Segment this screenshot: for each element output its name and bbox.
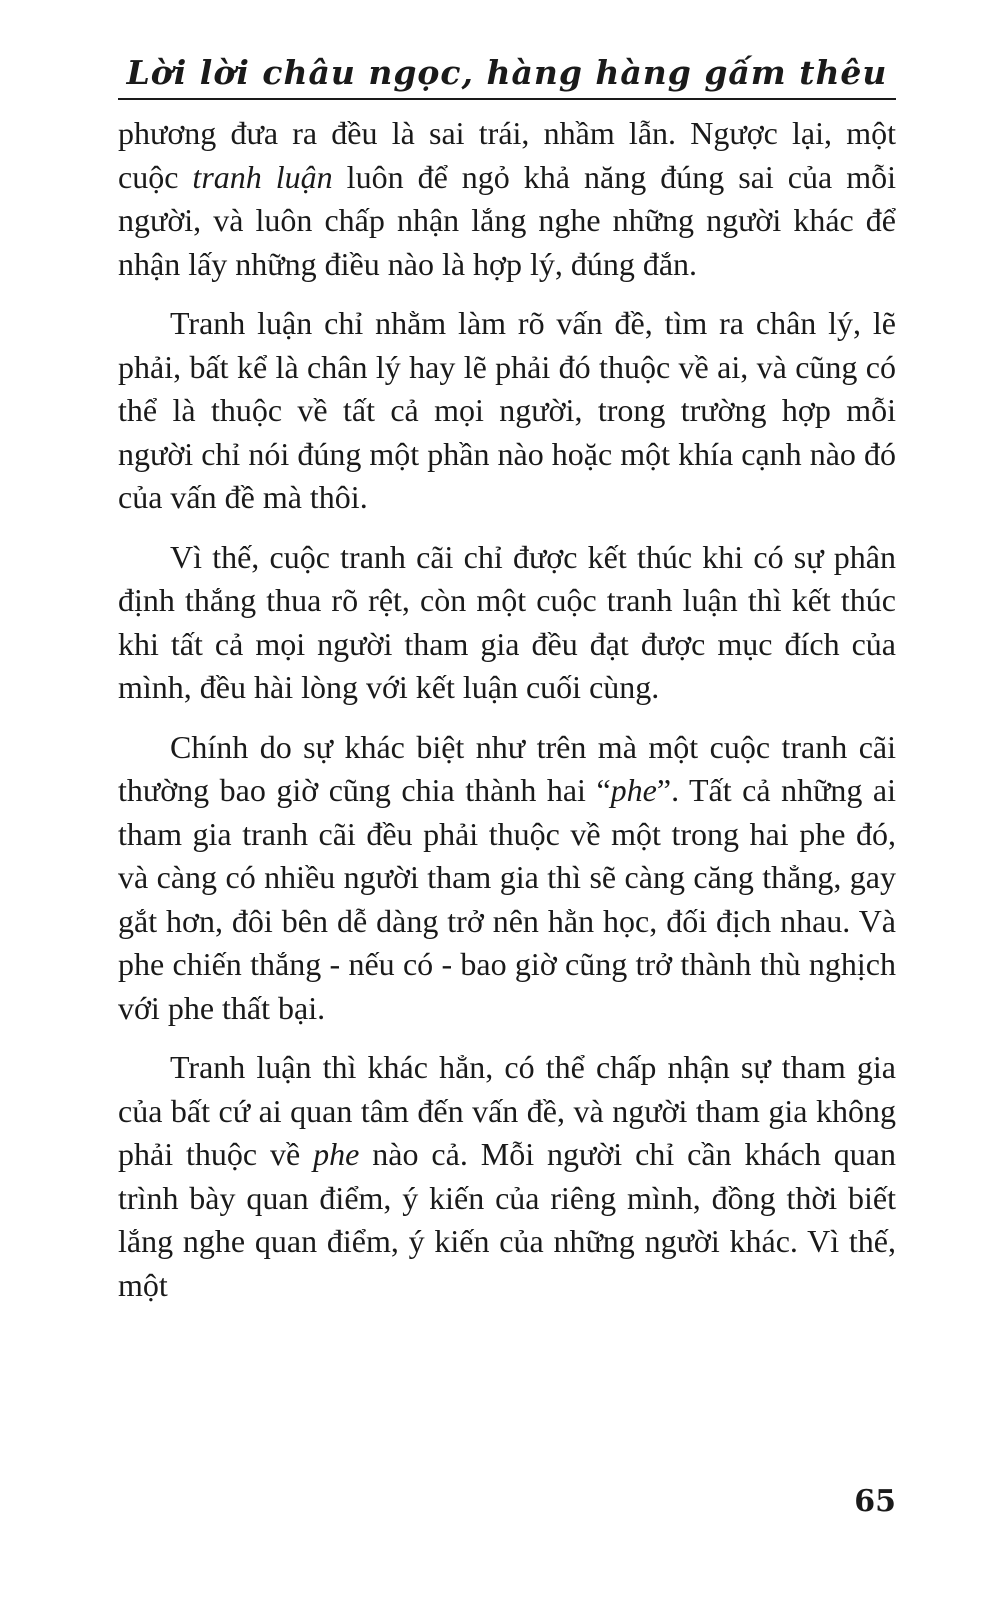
text-run: phương đưa ra đều là sai trái, nhầm lẫn. Ngược lại, một cuộc [118,115,896,195]
paragraph [118,302,896,520]
text-run: ”. Tất cả những ai tham gia tranh cãi đều phải thuộc về một trong hai phe đó, và càng có nhiều người tham gia thì sẽ càng căng thẳng, gay gắt hơn, đôi bên dễ dàng trở nên hằn học, đối địch nhau. Và phe chiến thắng - nếu có - bao giờ cũng trở thành thù nghịch với phe thất bại. [118,772,897,1026]
text-run: nào cả. Mỗi người chỉ cần khách quan trình bày quan điểm, ý kiến của riêng mình, đồng thời biết lắng nghe quan điểm, ý kiến của những người khác. Vì thế, một [118,1136,897,1303]
page-number: 65 [854,1484,896,1519]
paragraph [118,1046,896,1307]
book-page [118,50,896,1570]
text-run: luôn để ngỏ khả năng đúng sai của mỗi người, và luôn chấp nhận lắng nghe những người khác để nhận lấy những điều nào là hợp lý, đúng đắn. [118,158,897,282]
text-run: Chính do sự khác biệt như trên mà một cuộc tranh cãi thường bao giờ cũng chia thành hai “ [118,728,896,808]
running-header: Lời lời châu ngọc, hàng hàng gấm thêu [126,53,888,92]
italic-text: phe [313,1136,360,1172]
body-text [118,112,896,1307]
paragraph [118,536,896,710]
italic-text: tranh luận [192,158,333,195]
text-run: Tranh luận chỉ nhằm làm rõ vấn đề, tìm ra chân lý, lẽ phải, bất kể là chân lý hay lẽ phải đó thuộc về ai, và cũng có thể là thuộc về tất cả mọi người, trong trường hợp mỗi người chỉ nói đúng một phần nào hoặc một khía cạnh nào đó của vấn đề mà thôi. [118,305,896,515]
italic-text: phe [610,772,657,808]
paragraph [118,726,896,1031]
header-rule [118,98,896,100]
text-run: Tranh luận thì khác hẳn, có thể chấp nhận sự tham gia của bất cứ ai quan tâm đến vấn đề, và người tham gia không phải thuộc về [118,1049,896,1172]
paragraph [118,112,896,286]
text-run: Vì thế, cuộc tranh cãi chỉ được kết thúc khi có sự phân định thắng thua rõ rệt, còn một cuộc tranh luận thì kết thúc khi tất cả mọi người tham gia đều đạt được mục đích của mình, đều hài lòng với kết luận cuối cùng. [118,538,896,705]
